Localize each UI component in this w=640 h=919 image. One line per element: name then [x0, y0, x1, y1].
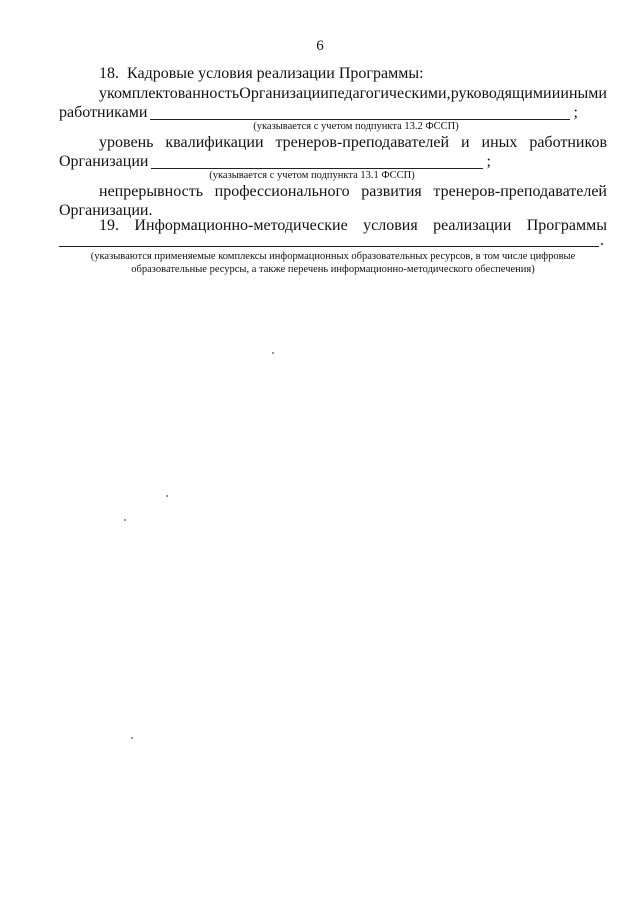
continuity-line-2: Организации.	[59, 202, 153, 219]
word: развития	[361, 183, 422, 200]
word: иных	[481, 134, 518, 151]
word: Информационно-методические	[134, 217, 348, 234]
info-resources-blank-field[interactable]	[59, 246, 599, 247]
word: и	[461, 134, 470, 151]
section-19-line	[99, 216, 607, 236]
scan-speck	[166, 495, 168, 497]
staffing-label: работниками	[59, 104, 148, 121]
staffing-line-1	[99, 84, 607, 104]
info-resources-hint-line-1: (указываются применяемые комплексы информационных образовательных ресурсов, в том числе цифровые	[90, 251, 576, 262]
word: тренеров-преподавателей	[433, 183, 607, 200]
scan-speck	[272, 352, 274, 354]
word: Организации	[239, 85, 329, 102]
word: Программы	[526, 217, 607, 234]
word: непрерывность	[99, 183, 203, 200]
qualification-label: Организации	[59, 153, 149, 170]
section-19-number: 19.	[99, 217, 119, 234]
word: уровень	[99, 134, 154, 151]
staffing-blank-field[interactable]	[150, 105, 570, 120]
qualification-line-1	[99, 133, 607, 153]
word: профессионального	[214, 183, 350, 200]
word: квалификации	[165, 134, 264, 151]
word: тренеров-преподавателей	[275, 134, 450, 151]
section-18-title: Кадровые условия реализации Программы:	[127, 65, 424, 82]
word: условия	[363, 217, 418, 234]
continuity-line-1	[99, 182, 607, 202]
word: реализации	[433, 217, 512, 234]
staffing-end: ;	[573, 104, 578, 121]
scan-speck	[131, 737, 133, 739]
word: работников	[529, 134, 607, 151]
word: руководящими	[450, 85, 552, 102]
word: педагогическими,	[328, 85, 451, 102]
section-18-number: 18.	[99, 65, 119, 82]
word: иными	[560, 85, 607, 102]
word: и	[551, 85, 561, 102]
qualification-blank-field[interactable]	[151, 154, 483, 169]
page-number: 6	[316, 38, 324, 54]
scan-speck	[124, 519, 126, 521]
staffing-hint: (указывается с учетом подпункта 13.2 ФССП)	[253, 121, 459, 132]
qualification-hint: (указывается с учетом подпункта 13.1 ФССП)	[209, 170, 415, 181]
word: укомплектованность	[99, 85, 240, 102]
section-18-heading	[99, 64, 607, 84]
info-resources-hint-line-2: образовательные ресурсы, а также перечень информационно-методического обеспечения)	[131, 264, 535, 275]
qualification-end: ;	[486, 153, 491, 170]
info-resources-end: .	[600, 232, 604, 249]
